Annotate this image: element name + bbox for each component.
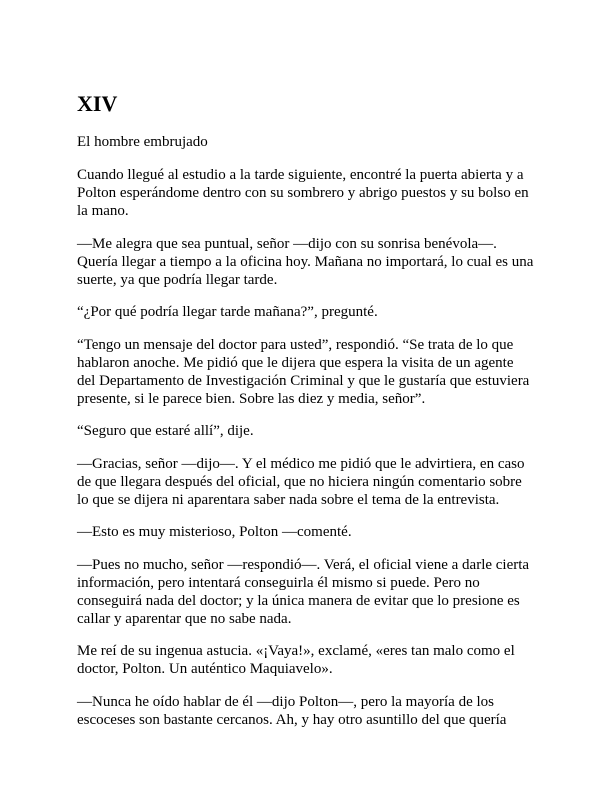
paragraph: —Nunca he oído hablar de él —dijo Polton—, pero la mayoría de los escoceses son bastante cercanos. Ah, y hay otro asuntillo del que quería bbox=[77, 693, 507, 728]
paragraph: “¿Por qué podría llegar tarde mañana?”, pregunté. bbox=[77, 304, 378, 320]
chapter-title: El hombre embrujado bbox=[77, 134, 208, 150]
paragraph: Cuando llegué al estudio a la tarde siguiente, encontré la puerta abierta y a Polton esperándome dentro con su sombrero y abrigo puestos y su bolso en la mano. bbox=[77, 167, 529, 219]
paragraph: —Gracias, señor —dijo—. Y el médico me pidió que le advirtiera, en caso de que llegara después del oficial, que no hiciera ningún comentario sobre lo que se dijera ni aparentara saber nada sobre el tema de la entrevista. bbox=[77, 455, 525, 508]
paragraph: “Tengo un mensaje del doctor para usted”, respondió. “Se trata de lo que hablaron anoche. Me pidió que le dijera que espera la visita de un agente del Departamento de Investigación Criminal y que le gustaría que estuviera presente, si le parece bien. Sobre las diez y media, señor”. bbox=[77, 336, 530, 407]
paragraph: —Me alegra que sea puntual, señor —dijo con su sonrisa benévola—. Quería llegar a tiempo a la oficina hoy. Mañana no importará, lo cual es una suerte, ya que podría llegar tarde. bbox=[77, 235, 534, 288]
paragraph: —Pues no mucho, señor —respondió—. Verá, el oficial viene a darle cierta información, pero intentará conseguirla él mismo si puede. Pero no conseguirá nada del doctor; y la única manera de evitar que lo presione es callar y aparentar que no sabe nada. bbox=[77, 556, 530, 627]
document-page bbox=[77, 92, 535, 743]
paragraph: Me reí de su ingenua astucia. «¡Vaya!», exclamé, «eres tan malo como el doctor, Polton. Un auténtico Maquiavelo». bbox=[77, 643, 515, 677]
paragraph: “Seguro que estaré allí”, dije. bbox=[77, 423, 254, 439]
paragraph: —Esto es muy misterioso, Polton —comenté. bbox=[77, 524, 352, 540]
chapter-number: XIV bbox=[77, 91, 118, 116]
